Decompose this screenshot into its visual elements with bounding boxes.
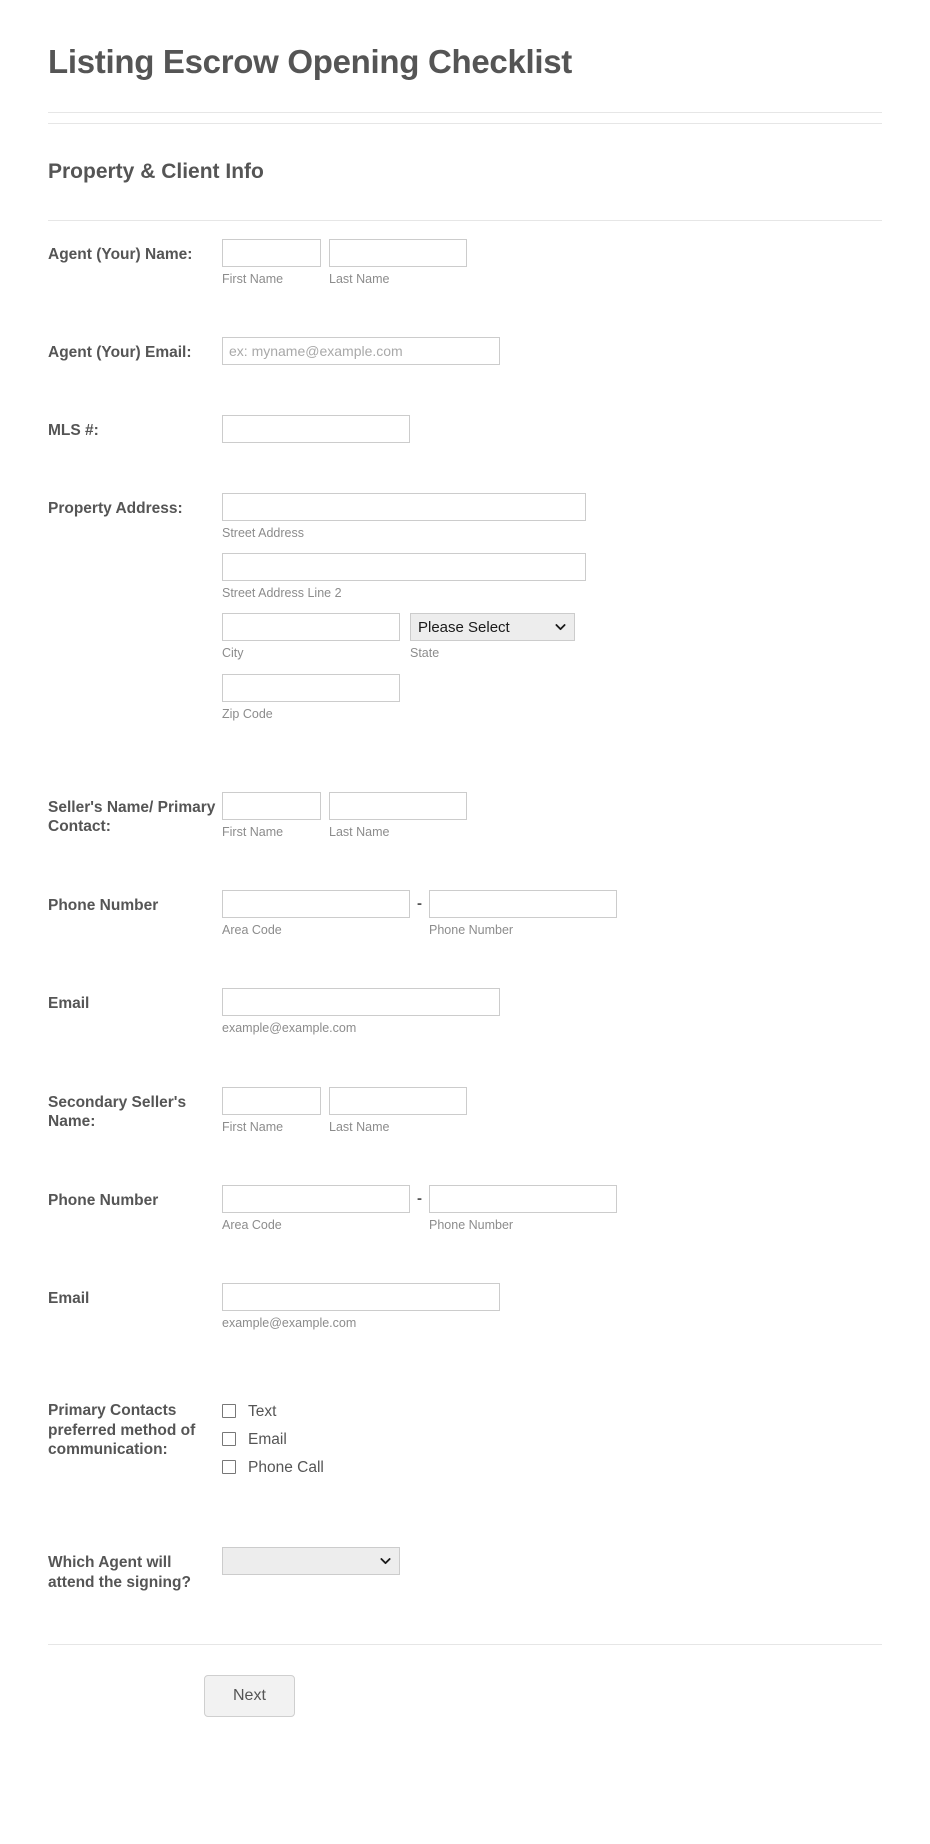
street-address-line2-sublabel: Street Address Line 2	[222, 586, 342, 601]
seller-phone-number-sublabel: Phone Number	[429, 923, 514, 938]
agent-last-name-input[interactable]	[329, 239, 467, 267]
city-sublabel: City	[222, 646, 244, 661]
city-input[interactable]	[222, 613, 400, 641]
field-seller-name	[48, 774, 882, 858]
secondary-phone-separator: -	[417, 1189, 422, 1207]
seller-first-name-input[interactable]	[222, 792, 321, 820]
field-label-preferred-contact-method: Primary Contacts preferred method of communication:	[48, 1402, 196, 1459]
field-label-agent-email: Agent (Your) Email:	[48, 343, 192, 361]
field-attending-agent	[48, 1529, 882, 1610]
checkbox-row-phone-call[interactable]	[222, 1453, 882, 1481]
seller-area-code-sublabel: Area Code	[222, 923, 282, 938]
agent-email-input[interactable]	[222, 337, 500, 365]
street-address-input[interactable]	[222, 493, 586, 521]
field-control-agent-name	[216, 239, 882, 287]
checkbox-row-email[interactable]	[222, 1425, 882, 1453]
field-label-seller-name: Seller's Name/ Primary Contact:	[48, 798, 216, 836]
header-divider-top	[48, 112, 882, 113]
field-control-preferred-contact-method	[216, 1395, 882, 1481]
next-button[interactable]: Next	[204, 1675, 295, 1717]
seller-email-sublabel: example@example.com	[222, 1021, 357, 1036]
secondary-seller-last-name-sublabel: Last Name	[329, 1119, 390, 1134]
field-property-address	[48, 475, 882, 740]
zip-code-input[interactable]	[222, 674, 400, 702]
secondary-seller-first-name-sublabel: First Name	[222, 1119, 284, 1134]
section-header	[0, 124, 930, 221]
field-control-seller-name	[216, 792, 882, 840]
seller-area-code-input[interactable]	[222, 890, 410, 918]
field-label-agent-name: Agent (Your) Name:	[48, 245, 193, 263]
attending-agent-select[interactable]	[222, 1547, 400, 1575]
field-label-seller-phone: Phone Number	[48, 897, 159, 915]
secondary-phone-number-sublabel: Phone Number	[429, 1217, 514, 1232]
field-seller-email	[48, 970, 882, 1054]
checkbox-email[interactable]	[222, 1432, 236, 1446]
field-control-agent-email	[216, 337, 882, 365]
field-label-mls: MLS #:	[48, 421, 99, 439]
seller-first-name-sublabel: First Name	[222, 824, 284, 839]
page-title: Listing Escrow Opening Checklist	[48, 43, 572, 80]
field-agent-name	[48, 221, 882, 305]
agent-first-name-sublabel: First Name	[222, 271, 284, 286]
form-header	[0, 0, 930, 124]
checkbox-phone-call[interactable]	[222, 1460, 236, 1474]
secondary-seller-last-name-input[interactable]	[329, 1087, 467, 1115]
secondary-email-input[interactable]	[222, 1283, 500, 1311]
checkbox-row-text[interactable]	[222, 1397, 882, 1425]
field-control-seller-email	[216, 988, 882, 1036]
field-seller-phone	[48, 872, 882, 956]
form-fields	[0, 221, 930, 1611]
seller-last-name-sublabel: Last Name	[329, 824, 390, 839]
secondary-email-sublabel: example@example.com	[222, 1316, 357, 1331]
street-address-line2-input[interactable]	[222, 553, 586, 581]
field-label-secondary-seller-name: Secondary Seller's Name:	[48, 1093, 187, 1130]
seller-email-input[interactable]	[222, 988, 500, 1016]
field-label-seller-email: Email	[48, 995, 90, 1013]
field-agent-email	[48, 319, 882, 383]
seller-phone-number-input[interactable]	[429, 890, 617, 918]
checkbox-label-email: Email	[248, 1430, 287, 1448]
checkbox-label-text: Text	[248, 1402, 277, 1420]
checkbox-label-phone-call: Phone Call	[248, 1458, 324, 1476]
field-mls	[48, 397, 882, 461]
field-control-property-address	[216, 493, 882, 722]
field-preferred-contact-method	[48, 1377, 882, 1499]
state-select[interactable]	[410, 613, 575, 641]
field-secondary-email	[48, 1265, 882, 1349]
secondary-phone-number-input[interactable]	[429, 1185, 617, 1213]
agent-last-name-sublabel: Last Name	[329, 271, 390, 286]
field-label-attending-agent: Which Agent will attend the signing?	[48, 1554, 191, 1591]
field-control-secondary-seller-name	[216, 1087, 882, 1135]
field-control-secondary-phone	[216, 1185, 882, 1233]
field-control-mls	[216, 415, 882, 443]
field-label-secondary-phone: Phone Number	[48, 1191, 159, 1209]
section-title: Property & Client Info	[48, 159, 264, 183]
field-control-secondary-email	[216, 1283, 882, 1331]
field-secondary-phone	[48, 1167, 882, 1251]
checkbox-text[interactable]	[222, 1404, 236, 1418]
mls-number-input[interactable]	[222, 415, 410, 443]
phone-separator: -	[417, 895, 422, 913]
field-secondary-seller-name	[48, 1069, 882, 1153]
secondary-seller-first-name-input[interactable]	[222, 1087, 321, 1115]
field-control-seller-phone	[216, 890, 882, 938]
state-sublabel: State	[410, 646, 440, 661]
zip-code-sublabel: Zip Code	[222, 706, 273, 721]
field-label-property-address: Property Address:	[48, 499, 183, 517]
seller-last-name-input[interactable]	[329, 792, 467, 820]
secondary-area-code-input[interactable]	[222, 1185, 410, 1213]
secondary-area-code-sublabel: Area Code	[222, 1217, 282, 1232]
agent-first-name-input[interactable]	[222, 239, 321, 267]
field-label-secondary-email: Email	[48, 1290, 90, 1308]
field-control-attending-agent	[216, 1547, 882, 1575]
street-address-sublabel: Street Address	[222, 525, 304, 540]
form-footer	[0, 1645, 930, 1757]
